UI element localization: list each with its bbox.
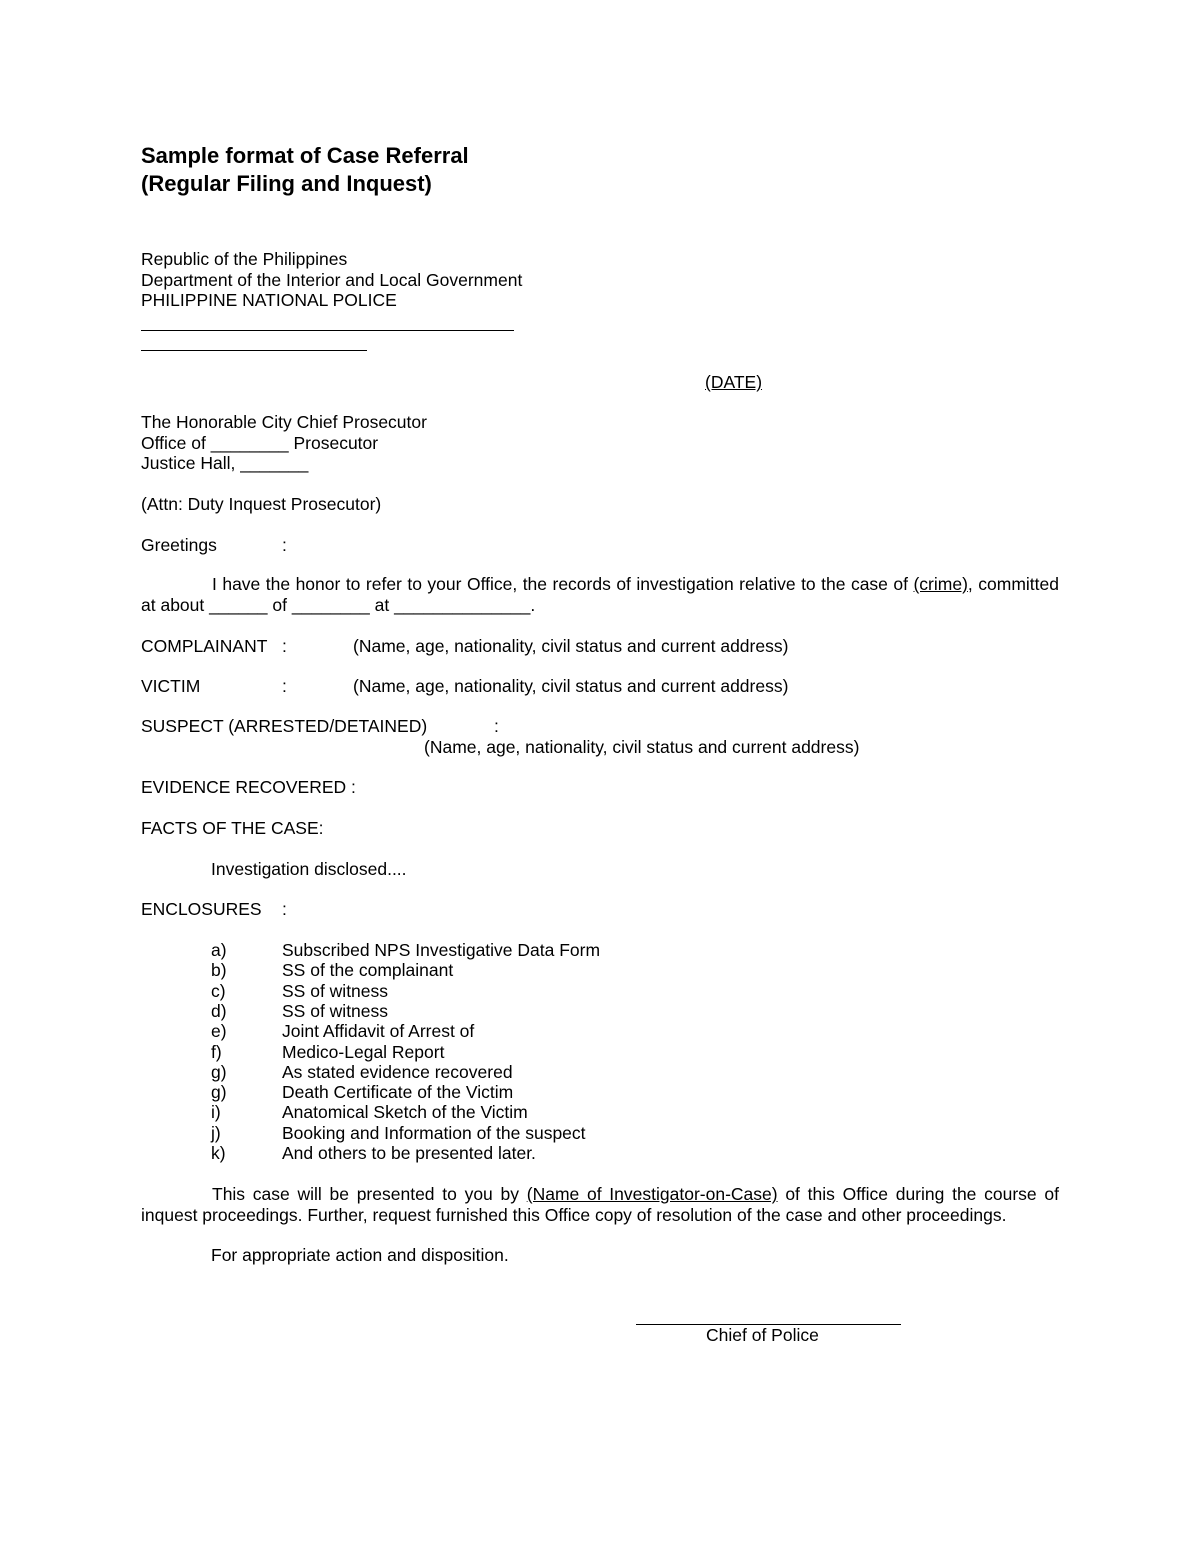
- list-item-text: As stated evidence recovered: [282, 1061, 513, 1082]
- crime-placeholder: (crime): [913, 574, 968, 594]
- complainant-label: COMPLAINANT: [141, 636, 268, 656]
- victim-label: VICTIM: [141, 676, 201, 696]
- list-item-letter: j): [211, 1122, 221, 1143]
- closing-text-after: of this Office during the course of inquest proceedings. Further, request furnished this Office copy of resolution of the case and other proceedings.: [141, 1184, 1059, 1225]
- list-item-text: Anatomical Sketch of the Victim: [282, 1102, 528, 1123]
- suspect-value: (Name, age, nationality, civil status and current address): [424, 737, 860, 757]
- office-suffix: Prosecutor: [293, 433, 379, 453]
- date-placeholder: (DATE): [705, 372, 763, 392]
- facts-label: FACTS OF THE CASE:: [141, 818, 324, 838]
- intro-committed: , committed at about: [141, 574, 1059, 615]
- investigator-placeholder: (Name of Investigator-on-Case): [526, 1184, 778, 1204]
- hall-prefix: Justice Hall,: [141, 453, 236, 473]
- time-blank: ______: [209, 594, 268, 615]
- enclosures-list: [0, 940, 1200, 1170]
- document-subtitle: (Regular Filing and Inquest): [141, 171, 432, 196]
- list-item-text: Medico-Legal Report: [282, 1041, 445, 1062]
- list-item-text: SS of the complainant: [282, 960, 454, 981]
- list-item-letter: a): [211, 940, 227, 960]
- list-item-letter: e): [211, 1021, 227, 1042]
- closing-paragraph: [141, 1184, 1059, 1225]
- enclosures-label: ENCLOSURES: [141, 899, 262, 919]
- addressee-office: [141, 433, 378, 453]
- victim-colon: :: [282, 676, 287, 696]
- list-item-letter: c): [211, 980, 226, 1001]
- signature-title: Chief of Police: [706, 1325, 819, 1345]
- list-item-letter: i): [211, 1102, 221, 1123]
- list-item-text: Death Certificate of the Victim: [282, 1082, 514, 1103]
- intro-at: at: [374, 594, 390, 615]
- place-blank: ______________: [394, 594, 531, 615]
- facts-text: Investigation disclosed....: [211, 859, 407, 879]
- suspect-label: SUSPECT (ARRESTED/DETAINED): [141, 716, 428, 736]
- greetings-colon: :: [282, 535, 287, 555]
- header-pnp: PHILIPPINE NATIONAL POLICE: [141, 290, 397, 310]
- intro-period: .: [530, 594, 536, 615]
- intro-text: I have the honor to refer to your Office, the records of investigation relative to the case of: [212, 574, 908, 594]
- greetings-label: Greetings: [141, 535, 217, 555]
- list-item-letter: g): [211, 1061, 227, 1082]
- list-item-text: Subscribed NPS Investigative Data Form: [282, 940, 601, 960]
- list-item-letter: b): [211, 960, 227, 981]
- list-item-letter: d): [211, 1000, 227, 1021]
- attention-line: (Attn: Duty Inquest Prosecutor): [141, 494, 382, 514]
- suspect-colon: :: [494, 716, 499, 736]
- list-item-text: SS of witness: [282, 1000, 389, 1021]
- document-title: Sample format of Case Referral: [141, 143, 469, 168]
- header-blank-line-1: [141, 330, 514, 331]
- enclosures-colon: :: [282, 899, 287, 919]
- intro-of: of: [272, 594, 288, 615]
- list-item-text: Joint Affidavit of Arrest of: [282, 1021, 475, 1042]
- header-blank-line-2: [141, 350, 367, 351]
- victim-value: (Name, age, nationality, civil status and current address): [353, 676, 789, 696]
- list-item-letter: f): [211, 1041, 222, 1062]
- addressee-hall: [141, 453, 308, 473]
- list-item-letter: k): [211, 1143, 226, 1163]
- list-item-text: SS of witness: [282, 980, 389, 1001]
- hall-blank: _______: [240, 453, 309, 473]
- evidence-label: EVIDENCE RECOVERED :: [141, 777, 356, 797]
- list-item-text: And others to be presented later.: [282, 1143, 536, 1163]
- intro-paragraph: [141, 574, 1059, 615]
- header-department: Department of the Interior and Local Government: [141, 270, 523, 290]
- closing-text-before: This case will be presented to you by: [212, 1184, 520, 1204]
- complainant-value: (Name, age, nationality, civil status and current address): [353, 636, 789, 656]
- date-blank: ________: [291, 594, 370, 615]
- action-line: For appropriate action and disposition.: [211, 1245, 509, 1265]
- office-prefix: Office of: [141, 433, 206, 453]
- list-item-text: Booking and Information of the suspect: [282, 1122, 586, 1143]
- office-blank: ________: [210, 433, 289, 453]
- header-republic: Republic of the Philippines: [141, 249, 348, 269]
- complainant-colon: :: [282, 636, 287, 656]
- addressee-name: The Honorable City Chief Prosecutor: [141, 412, 427, 432]
- list-item-letter: g): [211, 1082, 227, 1103]
